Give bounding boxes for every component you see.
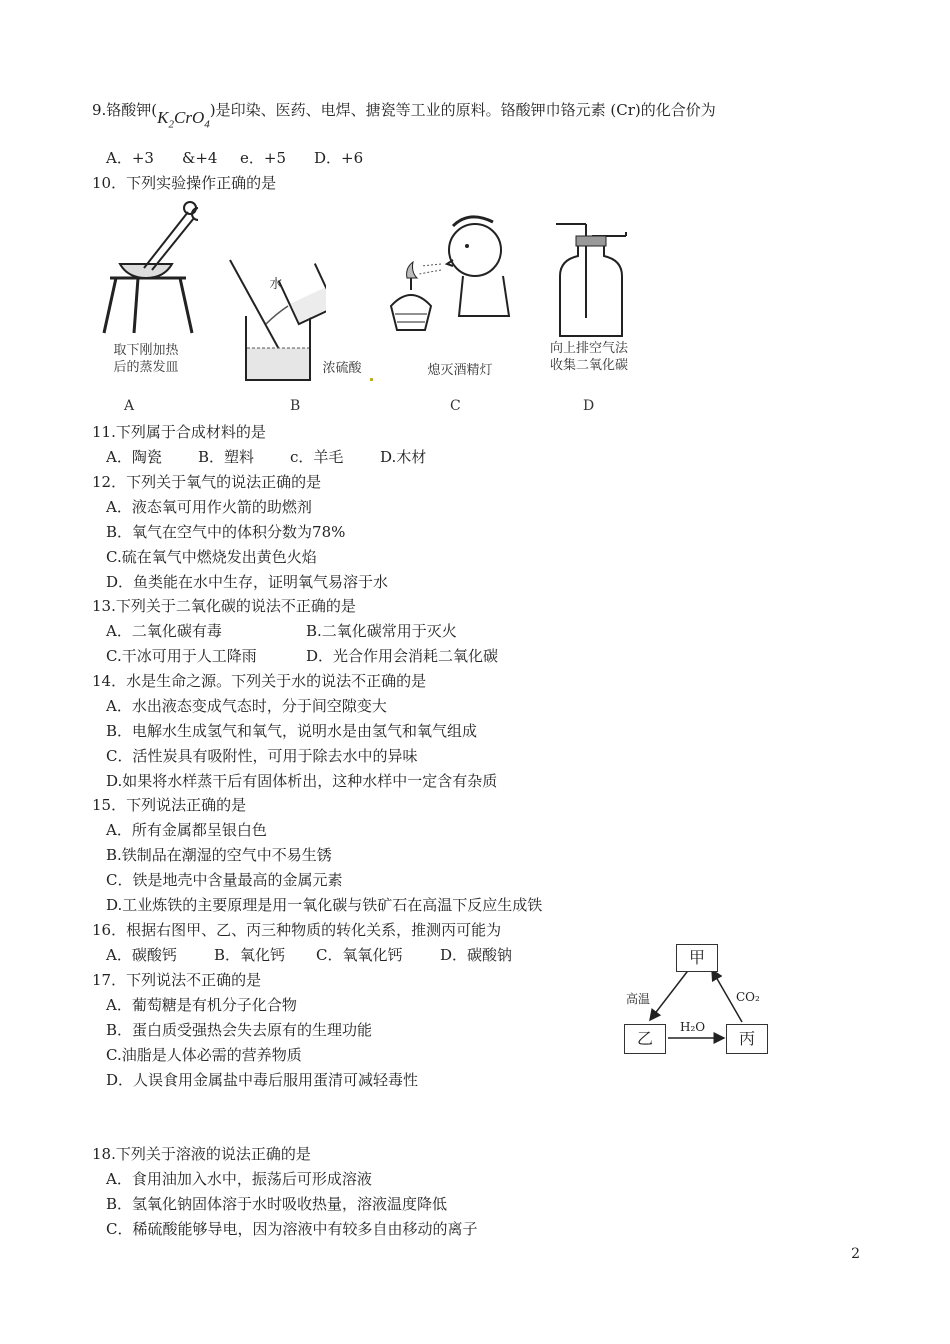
q13-options-row1 bbox=[106, 621, 457, 641]
q17-option-c: C.油脂是人体必需的营养物质 bbox=[106, 1046, 302, 1064]
q18-option-c: C．稀硫酸能够导电，因为溶液中有较多自由移动的离子 bbox=[106, 1220, 478, 1238]
formula-k: K bbox=[157, 108, 169, 127]
diagram-node-bing: 丙 bbox=[726, 1024, 768, 1054]
figure-c-caption: 熄灭酒精灯 bbox=[427, 363, 493, 378]
diagram-node-jia: 甲 bbox=[676, 944, 718, 972]
q11-option-a: A．陶瓷 bbox=[106, 448, 162, 466]
q17-option-a: A．葡萄糖是有机分子化合物 bbox=[106, 996, 297, 1014]
q12-stem: 12．下列关于氧气的说法正确的是 bbox=[92, 473, 322, 491]
q16-option-b: B．氧化钙 bbox=[214, 946, 286, 964]
figure-a-evaporating-dish bbox=[98, 198, 198, 338]
q11-option-d: D.木材 bbox=[380, 448, 427, 466]
q17-stem: 17．下列说法不正确的是 bbox=[92, 971, 262, 989]
q11-options bbox=[106, 447, 426, 467]
q16-stem: 16．根据右图甲、乙、丙三种物质的转化关系，推测丙可能为 bbox=[92, 921, 502, 939]
figure-letter-c: C bbox=[450, 398, 461, 414]
q14-option-a: A．水出液态变成气态时，分于间空隙变大 bbox=[106, 697, 387, 715]
diagram-node-yi: 乙 bbox=[624, 1024, 666, 1054]
q9-stem-before: 9.铬酸钾( bbox=[92, 101, 158, 119]
q13-option-c: C.干冰可用于人工降雨 bbox=[106, 647, 257, 665]
figure-a-caption-line2: 后的蒸发皿 bbox=[113, 360, 179, 375]
diagram-label-gaowen: 高温 bbox=[626, 992, 651, 1006]
q15-option-d: D.工业炼铁的主要原理是用一氧化碳与铁矿石在高温下反应生成铁 bbox=[106, 896, 543, 914]
q14-option-b: B．电解水生成氢气和氧气，说明水是由氢气和氧气组成 bbox=[106, 722, 478, 740]
q9-options bbox=[106, 148, 363, 168]
q16-option-d: D．碳酸钠 bbox=[440, 946, 513, 964]
q16-options bbox=[106, 945, 512, 965]
q13-options-row2 bbox=[106, 646, 498, 666]
q14-stem: 14．水是生命之源。下列关于水的说法不正确的是 bbox=[92, 672, 427, 690]
q9-option-b: &+4 bbox=[182, 149, 218, 167]
q14-option-d: D.如果将水样蒸干后有固体析出，这种水样中一定含有杂质 bbox=[106, 772, 498, 790]
q18-option-b: B．氢氧化钠固体溶于水时吸收热量，溶液温度降低 bbox=[106, 1195, 448, 1213]
figure-b-water-label: 水 bbox=[269, 277, 283, 292]
q17-option-d: D．人误食用金属盐中毒后服用蛋清可减轻毒性 bbox=[106, 1071, 419, 1089]
q9-option-c: e．+5 bbox=[240, 149, 286, 167]
q11-option-b: B．塑料 bbox=[198, 448, 255, 466]
q12-option-d: D．鱼类能在水中生存，证明氧气易溶于水 bbox=[106, 573, 389, 591]
q15-option-a: A．所有金属都呈银白色 bbox=[106, 821, 267, 839]
q18-stem: 18.下列关于溶液的说法正确的是 bbox=[92, 1145, 311, 1163]
q12-option-a: A．液态氧可用作火箭的助燃剂 bbox=[106, 498, 312, 516]
q13-option-a: A．二氧化碳有毒 bbox=[106, 622, 222, 640]
figure-c-blowing-lamp bbox=[385, 206, 515, 346]
q13-option-d: D．光合作用会消耗二氧化碳 bbox=[306, 647, 499, 665]
formula-o-sub: 4 bbox=[204, 118, 210, 131]
figure-letter-a: A bbox=[124, 398, 135, 414]
q15-stem: 15．下列说法正确的是 bbox=[92, 796, 247, 814]
figure-d-caption bbox=[534, 340, 644, 374]
figure-letter-b: B bbox=[290, 398, 301, 414]
q16-option-c: C．氧氧化钙 bbox=[316, 946, 403, 964]
q9-stem-after: )是印染、医药、电焊、搪瓷等工业的原料。铬酸钾巾铬元素 (Cr)的化合价为 bbox=[209, 101, 716, 119]
q10-stem: 10．下列实验操作正确的是 bbox=[92, 174, 277, 192]
figure-b-acid-label: 浓硫酸 bbox=[322, 361, 362, 376]
q9-stem bbox=[92, 100, 716, 131]
figure-a-caption-line1: 取下刚加热 bbox=[113, 343, 179, 358]
stray-dot bbox=[370, 378, 373, 381]
q9-formula bbox=[157, 108, 210, 131]
diagram-label-h2o: H₂O bbox=[680, 1020, 706, 1034]
q18-option-a: A．食用油加入水中，振荡后可形成溶液 bbox=[106, 1170, 372, 1188]
q9-option-a: A．+3 bbox=[106, 149, 154, 167]
figure-d-caption-line1: 向上排空气法 bbox=[549, 341, 628, 356]
figure-d-gas-bottle bbox=[546, 218, 636, 340]
q14-option-c: C．活性炭具有吸附性，可用于除去水中的异味 bbox=[106, 747, 418, 765]
q16-option-a: A．碳酸钙 bbox=[106, 946, 177, 964]
q11-option-c: c．羊毛 bbox=[290, 448, 344, 466]
figure-b-dilution bbox=[226, 252, 326, 382]
figure-d-caption-line2: 收集二氧化碳 bbox=[549, 358, 628, 373]
figure-letter-d: D bbox=[583, 398, 595, 414]
q13-option-b: B.二氧化碳常用于灭火 bbox=[306, 622, 457, 640]
figure-a-caption bbox=[96, 342, 196, 376]
q9-option-d: D．+6 bbox=[314, 149, 364, 167]
q15-option-c: C．铁是地壳中含量最高的金属元素 bbox=[106, 871, 343, 889]
formula-cro: CrO bbox=[174, 108, 205, 127]
q12-option-b: B．氧气在空气中的体积分数为78% bbox=[106, 523, 346, 541]
q15-option-b: B.铁制品在潮湿的空气中不易生锈 bbox=[106, 846, 332, 864]
q13-stem: 13.下列关于二氧化碳的说法不正确的是 bbox=[92, 597, 356, 615]
page-number: 2 bbox=[851, 1246, 860, 1262]
diagram-label-co2: CO₂ bbox=[736, 990, 760, 1004]
q17-option-b: B．蛋白质受强热会失去原有的生理功能 bbox=[106, 1021, 373, 1039]
q12-option-c: C.硫在氧气中燃烧发出黄色火焰 bbox=[106, 548, 317, 566]
formula-k-sub: 2 bbox=[168, 118, 175, 131]
q11-stem: 11.下列属于合成材料的是 bbox=[92, 423, 266, 441]
